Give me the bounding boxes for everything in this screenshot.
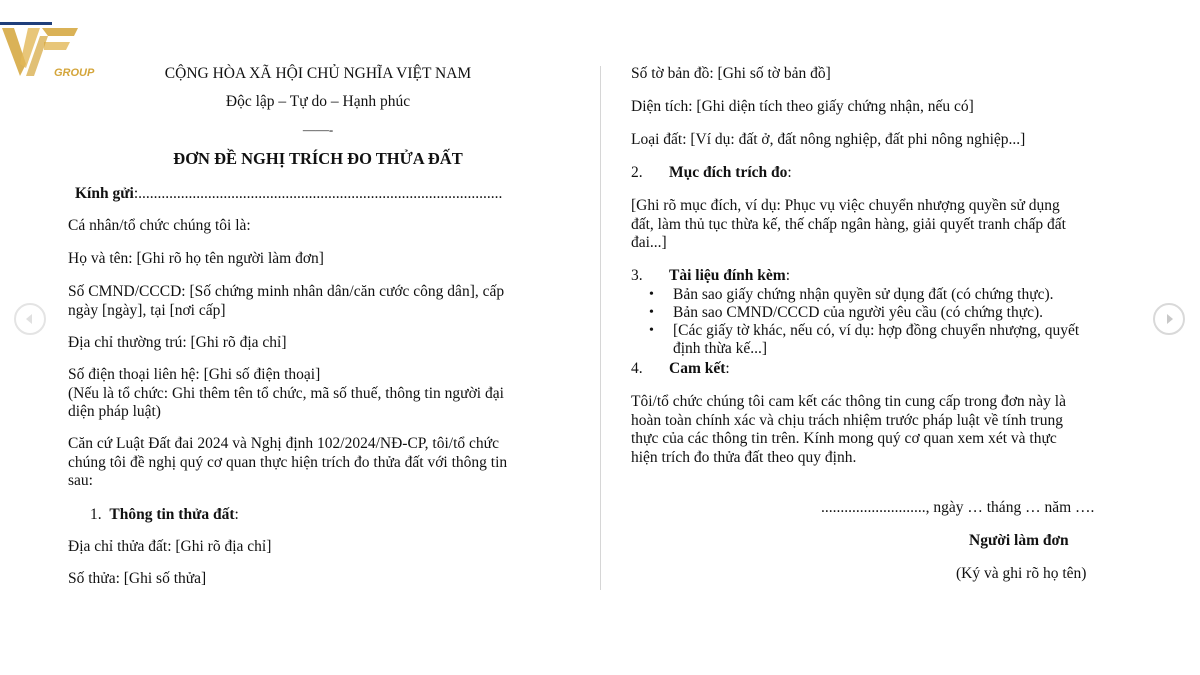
id-info: Số CMND/CCCD: [Số chứng minh nhân dân/căn cước công dân], cấp ngày [ngày], tại [nơi cấp] <box>68 283 505 319</box>
recipient-value: :.............................................................................................. <box>133 185 503 202</box>
map-sheet-number: Số tờ bản đồ: [Ghi số tờ bản đồ] <box>631 65 831 82</box>
header-separator: ——- <box>302 122 334 137</box>
country-heading: CỘNG HÒA XÃ HỘI CHỦ NGHĨA VIỆT NAM <box>164 65 472 82</box>
legal-basis: Căn cứ Luật Đất đai 2024 và Nghị định 102/2024/NĐ-CP, tôi/tổ chức chúng tôi đề nghị quý cơ quan thực hiện trích đo thửa đất với thông tin sau: <box>68 435 508 489</box>
land-type: Loại đất: [Ví dụ: đất ở, đất nông nghiệp, đất phi nông nghiệp...] <box>631 131 1026 148</box>
document-title: ĐƠN ĐỀ NGHỊ TRÍCH ĐO THỬA ĐẤT <box>173 149 463 168</box>
plot-address: Địa chỉ thửa đất: [Ghi rõ địa chỉ] <box>68 538 272 555</box>
signer-title: Người làm đơn <box>969 532 1069 549</box>
section-2-heading: 2. Mục đích trích đo: <box>631 164 792 181</box>
plot-area: Diện tích: [Ghi diện tích theo giấy chứng nhận, nếu có] <box>631 98 974 115</box>
commitment-text: Tôi/tổ chức chúng tôi cam kết các thông tin cung cấp trong đơn này là hoàn toàn chính xác và chịu trách nhiệm trước pháp luật về tính trung thực của các thông tin trên. Kính mong quý cơ quan xem xét và thực hiện trích đo thửa đất theo quy định. <box>631 393 1066 466</box>
recipient-label: Kính gửi <box>75 185 134 202</box>
signature-note: (Ký và ghi rõ họ tên) <box>956 565 1087 582</box>
attachment-list <box>631 286 1131 358</box>
column-divider <box>600 66 601 590</box>
recipient-line <box>75 185 502 203</box>
motto: Độc lập – Tự do – Hạnh phúc <box>225 93 411 110</box>
next-page-button[interactable] <box>1153 303 1185 335</box>
section-1-heading: 1. Thông tin thửa đất: <box>90 506 239 523</box>
purpose-text: [Ghi rõ mục đích, ví dụ: Phục vụ việc chuyển nhượng quyền sử dụng đất, làm thủ tục thừa kế, thế chấp ngân hàng, giải quyết tranh chấp đất đai...] <box>631 197 1066 251</box>
section-4-heading: 4. Cam kết: <box>631 360 730 377</box>
intro-text: Cá nhân/tổ chức chúng tôi là: <box>68 217 251 234</box>
section-3-heading: 3. Tài liệu đính kèm: <box>631 267 791 284</box>
list-item: • Bản sao giấy chứng nhận quyền sử dụng đất (có chứng thực). <box>649 286 1054 303</box>
residence-address: Địa chỉ thường trú: [Ghi rõ địa chỉ] <box>68 334 287 351</box>
chevron-right-icon <box>1162 312 1176 326</box>
list-item: • Bản sao CMND/CCCD của người yêu cầu (có chứng thực). <box>649 304 1044 321</box>
applicant-name: Họ và tên: [Ghi rõ họ tên người làm đơn] <box>68 250 324 267</box>
previous-page-button[interactable] <box>14 303 46 335</box>
list-item: • [Các giấy tờ khác, nếu có, ví dụ: hợp đồng chuyển nhượng, quyết định thừa kế...] <box>649 322 1080 357</box>
contact-info: Số điện thoại liên hệ: [Ghi số điện thoại] (Nếu là tổ chức: Ghi thêm tên tổ chức, mã số thuế, thông tin người đại diện pháp luật) <box>68 366 504 420</box>
plot-number: Số thửa: [Ghi số thửa] <box>68 570 207 587</box>
date-line: ..........................., ngày … tháng … năm …. <box>821 499 1095 516</box>
svg-text:GROUP: GROUP <box>54 67 95 79</box>
chevron-left-icon <box>23 312 37 326</box>
